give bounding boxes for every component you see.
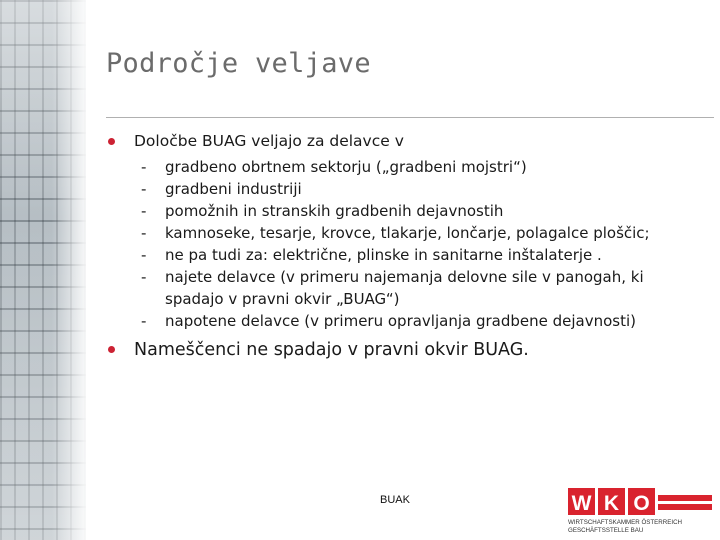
sub-item-text: napotene delavce (v primeru opravljanja gradbene dejavnosti): [165, 312, 637, 330]
bullet-text: Določbe BUAG veljajo za delavce v: [134, 132, 404, 150]
sub-item-text: gradbeno obrtnem sektorju („gradbeni mojstri“): [165, 158, 527, 176]
bullet-dot-icon: [108, 346, 115, 353]
sub-item-text: pomožnih in stranskih gradbenih dejavnostih: [165, 202, 504, 220]
dash-marker: -: [141, 180, 147, 198]
sub-item-text: kamnoseke, tesarje, krovce, tlakarje, lončarje, polagalce ploščic;: [165, 224, 650, 242]
sub-item: [106, 244, 706, 266]
dash-marker: -: [141, 224, 147, 242]
sub-item-text: najete delavce (v primeru najemanja delovne sile v panogah, ki spadajo v pravni okvir „BUAG“): [165, 268, 644, 308]
sub-item: [106, 178, 706, 200]
bullet-item: [106, 338, 706, 362]
sub-item: [106, 310, 706, 332]
building-photo-decoration: [0, 0, 86, 540]
bullet-item: [106, 130, 706, 152]
sub-item: [106, 266, 706, 310]
logo-line-1: WIRTSCHAFTSKAMMER ÖSTERREICH: [568, 519, 683, 526]
dash-marker: -: [141, 268, 147, 286]
slide-content: [106, 130, 706, 362]
logo-letter-k: K: [603, 492, 620, 515]
dash-marker: -: [141, 202, 147, 220]
sub-item: [106, 200, 706, 222]
sub-list: [106, 156, 706, 332]
dash-marker: -: [141, 246, 147, 264]
sub-item-text: gradbeni industriji: [165, 180, 302, 198]
slide-title: Področje veljave: [106, 48, 371, 79]
sub-item-text: ne pa tudi za: električne, plinske in sanitarne inštalaterje .: [165, 246, 602, 264]
sub-item: [106, 222, 706, 244]
dash-marker: -: [141, 158, 147, 176]
footer-label: BUAK: [380, 494, 410, 506]
logo-stripe-bottom: [658, 504, 712, 510]
wko-logo: [566, 486, 714, 534]
bullet-text: Nameščenci ne spadajo v pravni okvir BUAG.: [134, 340, 529, 360]
logo-stripe-top: [658, 495, 712, 501]
logo-letter-w: W: [571, 492, 592, 515]
sub-item: [106, 156, 706, 178]
logo-letter-o: O: [633, 492, 650, 515]
logo-line-2: GESCHÄFTSSTELLE BAU: [568, 527, 644, 534]
title-divider: [106, 117, 714, 118]
dash-marker: -: [141, 312, 147, 330]
bullet-dot-icon: [108, 138, 115, 145]
